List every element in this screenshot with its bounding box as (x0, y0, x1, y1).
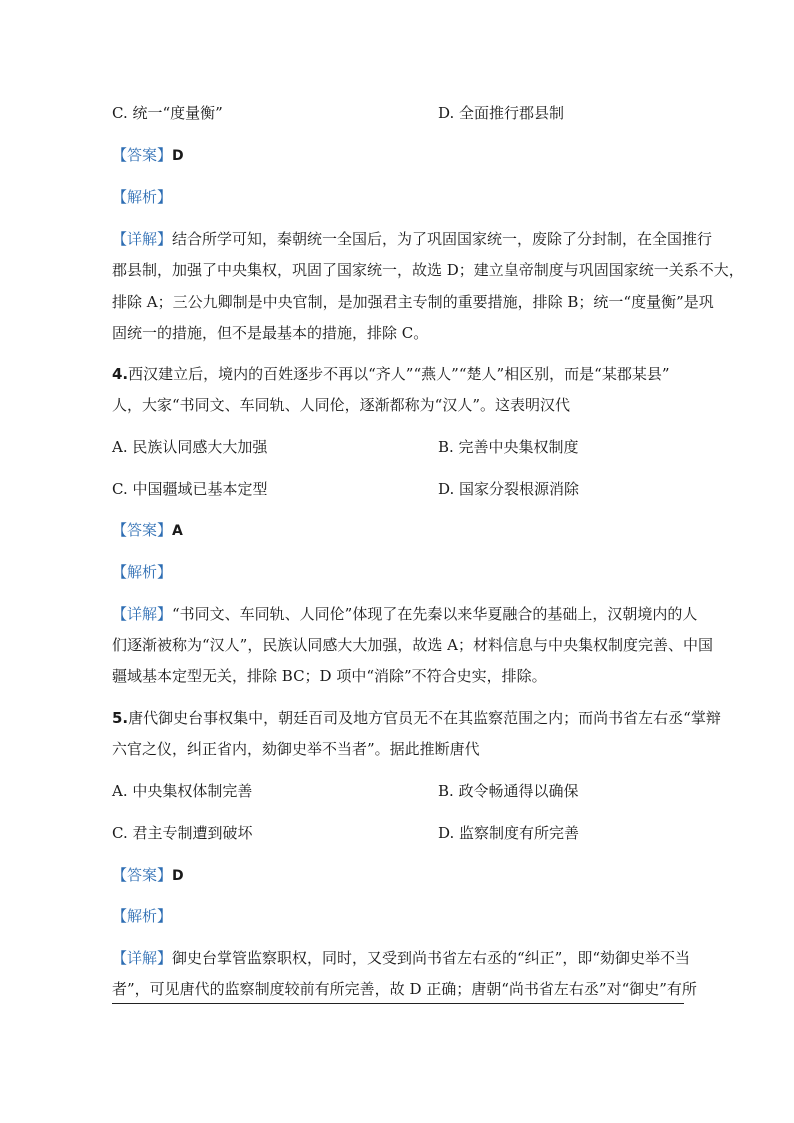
q5-option-c: C. 君主专制遭到破坏 (112, 824, 253, 842)
detail-label: 【详解】 (112, 605, 173, 623)
q3-answer (112, 145, 184, 166)
q5-option-b: B. 政令畅通得以确保 (438, 782, 579, 800)
q5-option-a: A. 中央集权体制完善 (112, 782, 253, 800)
q3-detail-line-2: 郡县制，加强了中央集权，巩固了国家统一，故选 D；建立皇帝制度与巩固国家统一关系不大， (112, 261, 744, 279)
q4-answer (112, 520, 183, 541)
q5-option-d: D. 监察制度有所完善 (438, 824, 580, 842)
answer-label: 【答案】 (112, 146, 173, 164)
q4-detail-line-3: 疆域基本定型无关，排除 BC；D 项中“消除”不符合史实，排除。 (112, 667, 547, 685)
footer-divider (112, 1003, 684, 1004)
q5-analysis-label: 【解析】 (112, 907, 173, 925)
answer-value: D (172, 868, 184, 884)
q4-option-d: D. 国家分裂根源消除 (438, 480, 580, 498)
q4-option-a: A. 民族认同感大大加强 (112, 438, 268, 456)
q4-detail-line-2: 们逐渐被称为“汉人”，民族认同感大大加强，故选 A；材料信息与中央集权制度完善、中国 (112, 636, 713, 654)
q3-detail-line-1: 【详解】结合所学可知，秦朝统一全国后，为了巩固国家统一，废除了分封制，在全国推行 (112, 230, 713, 248)
q3-option-c: C. 统一“度量衡” (112, 104, 223, 122)
q3-analysis-label: 【解析】 (112, 188, 173, 206)
q4-stem-line-1: 4.西汉建立后，境内的百姓逐步不再以“齐人”“燕人”“楚人”相区别，而是“某郡某县” (112, 365, 670, 383)
detail-label: 【详解】 (112, 949, 173, 967)
q5-stem-line-1: 5.唐代御史台事权集中，朝廷百司及地方官员无不在其监察范围之内；而尚书省左右丞“掌辩 (112, 709, 721, 727)
q3-detail-line-4: 固统一的措施，但不是最基本的措施，排除 C。 (112, 324, 429, 342)
answer-value: D (172, 148, 184, 164)
q5-answer (112, 865, 184, 886)
answer-label: 【答案】 (112, 521, 173, 539)
q3-option-d: D. 全面推行郡县制 (438, 104, 565, 122)
question-number: 5. (112, 709, 129, 727)
question-number: 4. (112, 365, 129, 383)
q4-detail-line-1: 【详解】“书同文、车同轨、人同伦”体现了在先秦以来华夏融合的基础上，汉朝境内的人 (112, 605, 698, 623)
q5-detail-line-2: 者”，可见唐代的监察制度较前有所完善，故 D 正确；唐朝“尚书省左右丞”对“御史”有所 (112, 980, 697, 998)
detail-label: 【详解】 (112, 230, 173, 248)
q4-option-b: B. 完善中央集权制度 (438, 438, 579, 456)
q5-detail-line-1: 【详解】御史台掌管监察职权，同时，又受到尚书省左右丞的“纠正”，即“劾御史举不当 (112, 949, 691, 967)
q3-detail-line-3: 排除 A；三公九卿制是中央官制，是加强君主专制的重要措施，排除 B；统一“度量衡”是巩 (112, 293, 714, 311)
answer-value: A (172, 523, 183, 539)
answer-label: 【答案】 (112, 866, 173, 884)
q4-option-c: C. 中国疆域已基本定型 (112, 480, 268, 498)
q5-stem-line-2: 六官之仪，纠正省内，劾御史举不当者”。据此推断唐代 (112, 740, 480, 758)
q4-stem-line-2: 人，大家“书同文、车同轨、人同伦，逐渐都称为“汉人”。这表明汉代 (112, 396, 571, 414)
q4-analysis-label: 【解析】 (112, 563, 173, 581)
